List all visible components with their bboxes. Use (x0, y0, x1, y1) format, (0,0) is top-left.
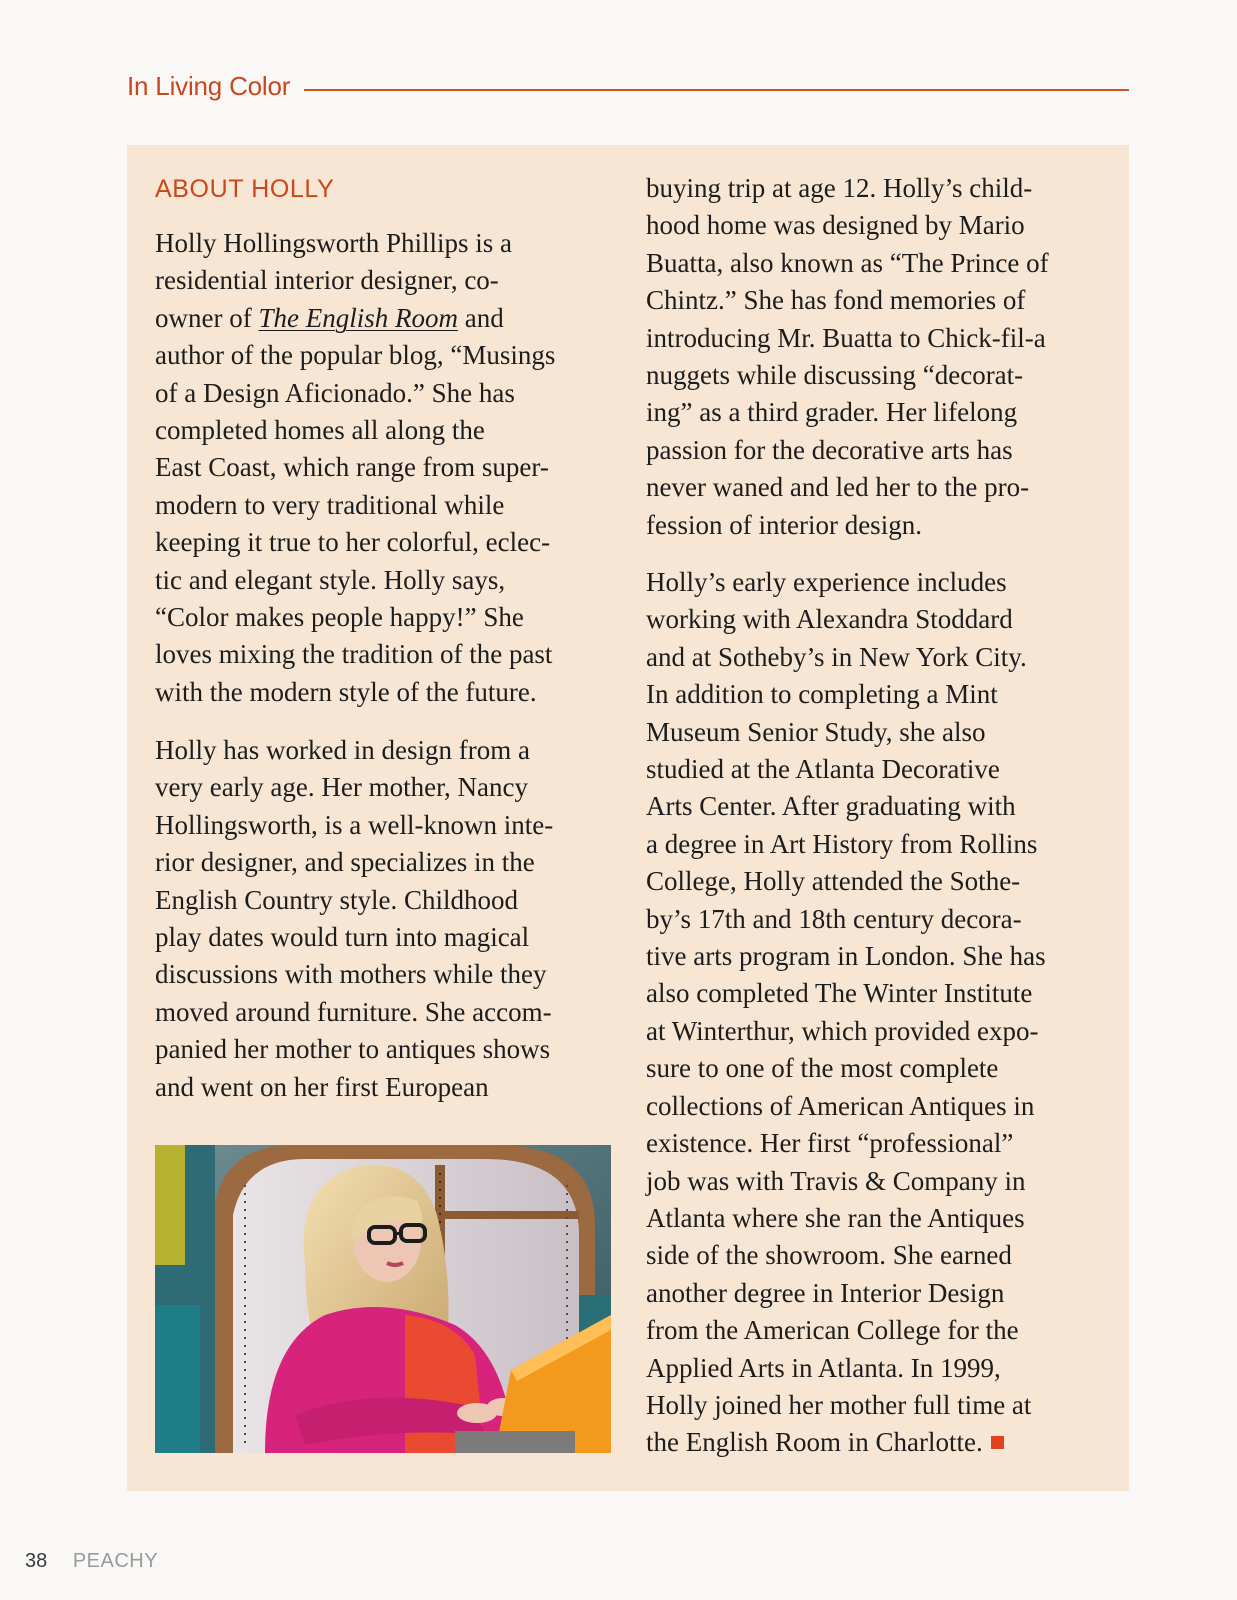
text-line: ing” as a third grader. Her lifelong (646, 397, 1018, 428)
bio-paragraph-3 (646, 170, 1111, 544)
text-line: College, Holly attended the Sothe- (646, 866, 1021, 897)
page-footer (25, 1550, 158, 1573)
text-line: working with Alexandra Stoddard (646, 604, 1013, 635)
section-title: In Living Color (127, 70, 291, 101)
text-line: a degree in Art History from Rollins (646, 828, 1038, 859)
text-line: studied at the Atlanta Decorative (646, 754, 1000, 785)
text-line: Hollingsworth, is a well-known inte- (155, 809, 554, 840)
text-line: author of the popular blog, “Musings (155, 340, 556, 371)
text-line: buying trip at age 12. Holly’s child- (646, 173, 1033, 203)
text-line: from the American College for the (646, 1315, 1019, 1346)
bio-paragraph-1 (155, 225, 620, 711)
end-of-article-mark-icon (991, 1436, 1004, 1449)
text-line: English Country style. Childhood (155, 884, 519, 915)
text-line: Buatta, also known as “The Prince of (646, 247, 1049, 278)
text-line: In addition to completing a Mint (646, 679, 998, 710)
text-line: Arts Center. After graduating with (646, 791, 1016, 822)
sidebar-heading: ABOUT HOLLY (155, 175, 335, 203)
text-line: panied her mother to antiques shows (155, 1034, 551, 1065)
text-line: completed homes all along the (155, 415, 485, 446)
text-line: loves mixing the tradition of the past (155, 639, 553, 670)
text-line: East Coast, which range from super- (155, 452, 549, 483)
text-line: play dates would turn into magical (155, 922, 530, 953)
text-line: keeping it true to her colorful, eclec- (155, 527, 551, 558)
portrait-illustration (155, 1145, 611, 1453)
bio-paragraph-2 (155, 732, 620, 1106)
text-line: hood home was designed by Mario (646, 210, 1025, 241)
text-line: introducing Mr. Buatta to Chick-fil-a (646, 322, 1046, 353)
text-line: Applied Arts in Atlanta. In 1999, (646, 1352, 1001, 1383)
book-title-link[interactable]: The English Room (258, 302, 458, 333)
text-line: also completed The Winter Institute (646, 978, 1033, 1009)
text-line: job was with Travis & Company in (646, 1165, 1026, 1196)
text-line: tic and elegant style. Holly says, (155, 564, 506, 595)
text-line (646, 1424, 1111, 1461)
text-line: never waned and led her to the pro- (646, 472, 1030, 503)
text-line: Chintz.” She has fond memories of (646, 285, 1026, 316)
text-line: by’s 17th and 18th century decora- (646, 903, 1022, 934)
text-line: with the modern style of the future. (155, 676, 537, 707)
text-line: tive arts program in London. She has (646, 941, 1046, 972)
text-line: side of the showroom. She earned (646, 1240, 1012, 1271)
text-line: and at Sotheby’s in New York City. (646, 641, 1027, 672)
text-line: Holly Hollingsworth Phillips is a (155, 228, 513, 258)
text-line: passion for the decorative arts has (646, 434, 1013, 465)
about-holly-sidebar (127, 145, 1129, 1491)
page-number: 38 (25, 1550, 48, 1572)
text-line: Museum Senior Study, she also (646, 716, 986, 747)
text-line: at Winterthur, which provided expo- (646, 1015, 1039, 1046)
text-line: of a Design Aficionado.” She has (155, 377, 515, 408)
text-line: Holly has worked in design from a (155, 735, 530, 765)
text-line: “Color makes people happy!” She (155, 602, 524, 633)
text-line: Holly joined her mother full time at (646, 1389, 1032, 1420)
text-line (155, 300, 620, 337)
text-line: modern to very traditional while (155, 489, 505, 520)
text-fragment: and (457, 302, 504, 333)
text-fragment: the English Room in Charlotte. (646, 1427, 983, 1458)
text-line: residential interior designer, co- (155, 265, 499, 296)
text-line: sure to one of the most complete (646, 1053, 999, 1084)
text-line: rior designer, and specializes in the (155, 847, 535, 878)
text-line: discussions with mothers while they (155, 959, 547, 990)
text-line: existence. Her first “professional” (646, 1128, 1014, 1159)
text-line: and went on her first European (155, 1071, 489, 1102)
text-fragment: owner of (155, 302, 259, 333)
holly-portrait-photo (155, 1145, 611, 1453)
bio-paragraph-4 (646, 564, 1111, 1462)
magazine-name: PEACHY (72, 1550, 159, 1572)
text-line: moved around furniture. She accom- (155, 996, 552, 1027)
text-line: collections of American Antiques in (646, 1090, 1035, 1121)
text-line: fession of interior design. (646, 509, 922, 540)
text-line: very early age. Her mother, Nancy (155, 772, 528, 803)
text-line: nuggets while discussing “decorat- (646, 360, 1024, 391)
text-line: another degree in Interior Design (646, 1277, 1005, 1308)
text-line: Holly’s early experience includes (646, 567, 1007, 597)
text-line: Atlanta where she ran the Antiques (646, 1202, 1025, 1233)
header-rule (304, 89, 1129, 91)
section-header (127, 66, 1129, 106)
